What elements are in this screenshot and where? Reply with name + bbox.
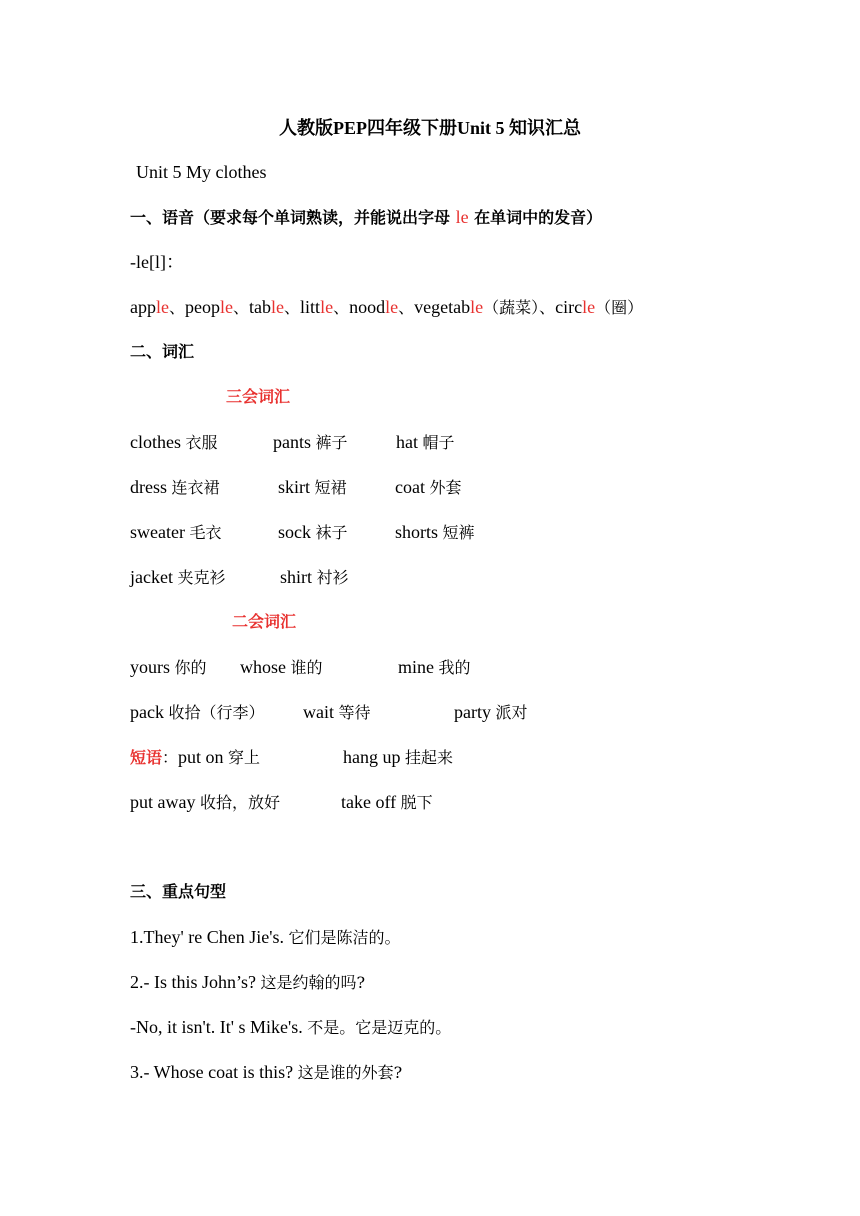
vocab-item: pants 裤子 bbox=[273, 432, 348, 452]
phrases-label: 短语 bbox=[130, 748, 163, 767]
vocab-item: shorts 短裤 bbox=[395, 522, 475, 542]
section-vocabulary-heading: 二、词汇 bbox=[130, 342, 195, 361]
phonics-word: little、 bbox=[300, 297, 350, 317]
vocab-item: shirt 衬衫 bbox=[280, 567, 349, 587]
phrases-label-group: 短语：put on 穿上 bbox=[130, 747, 261, 767]
phonics-word-list bbox=[130, 295, 643, 320]
section-phonics-heading-pre: 一、语音（要求每个单词熟读，并能说出字母 bbox=[130, 208, 456, 227]
vocab-item: wait 等待 bbox=[303, 702, 371, 722]
phonics-word: apple、 bbox=[130, 297, 186, 317]
phonics-rule: -le[l]： bbox=[130, 252, 184, 272]
vocab-item: hat 帽子 bbox=[396, 432, 455, 452]
section-phonics-heading bbox=[130, 205, 602, 230]
page-title: 人教版PEP四年级下册Unit 5 知识汇总 bbox=[279, 118, 581, 138]
vocab-item: party 派对 bbox=[454, 702, 528, 722]
section-sentences-heading: 三、重点句型 bbox=[130, 882, 227, 901]
section-phonics-heading-highlight: le bbox=[455, 207, 469, 227]
vocab-item: dress 连衣裙 bbox=[130, 477, 220, 497]
phrase-item: put on 穿上 bbox=[178, 747, 261, 767]
sentence-line: 1.They' re Chen Jie's. 它们是陈洁的。 bbox=[130, 927, 401, 947]
phrase-item: hang up 挂起来 bbox=[343, 747, 454, 767]
vocab-item: skirt 短裙 bbox=[278, 477, 347, 497]
sentence-line: -No, it isn't. It' s Mike's. 不是。它是迈克的。 bbox=[130, 1017, 452, 1037]
vocab-level2-label: 二会词汇 bbox=[232, 612, 297, 631]
phonics-word: people、 bbox=[185, 297, 250, 317]
vocab-item: jacket 夹克衫 bbox=[130, 567, 226, 587]
vocab-item: sock 袜子 bbox=[278, 522, 348, 542]
vocab-item: sweater 毛衣 bbox=[130, 522, 222, 542]
phrase-item: take off 脱下 bbox=[341, 792, 433, 812]
vocab-level3-label: 三会词汇 bbox=[226, 387, 291, 406]
vocab-item: mine 我的 bbox=[398, 657, 471, 677]
vocab-item: whose 谁的 bbox=[240, 657, 323, 677]
vocab-item: clothes 衣服 bbox=[130, 432, 218, 452]
vocab-item: coat 外套 bbox=[395, 477, 462, 497]
phonics-word: circle（圈） bbox=[555, 297, 644, 317]
sentence-line: 3.- Whose coat is this? 这是谁的外套? bbox=[130, 1062, 403, 1082]
unit-title: Unit 5 My clothes bbox=[136, 162, 267, 182]
phonics-word: vegetable（蔬菜）、 bbox=[414, 297, 556, 317]
vocab-item: pack 收拾（行李） bbox=[130, 702, 265, 722]
phonics-word: noodle、 bbox=[349, 297, 415, 317]
section-phonics-heading-post: 在单词中的发音） bbox=[468, 208, 603, 227]
vocab-item: yours 你的 bbox=[130, 657, 207, 677]
phrase-item: put away 收拾，放好 bbox=[130, 792, 280, 812]
sentence-line: 2.- Is this John’s? 这是约翰的吗? bbox=[130, 972, 366, 992]
phonics-word: table、 bbox=[249, 297, 301, 317]
